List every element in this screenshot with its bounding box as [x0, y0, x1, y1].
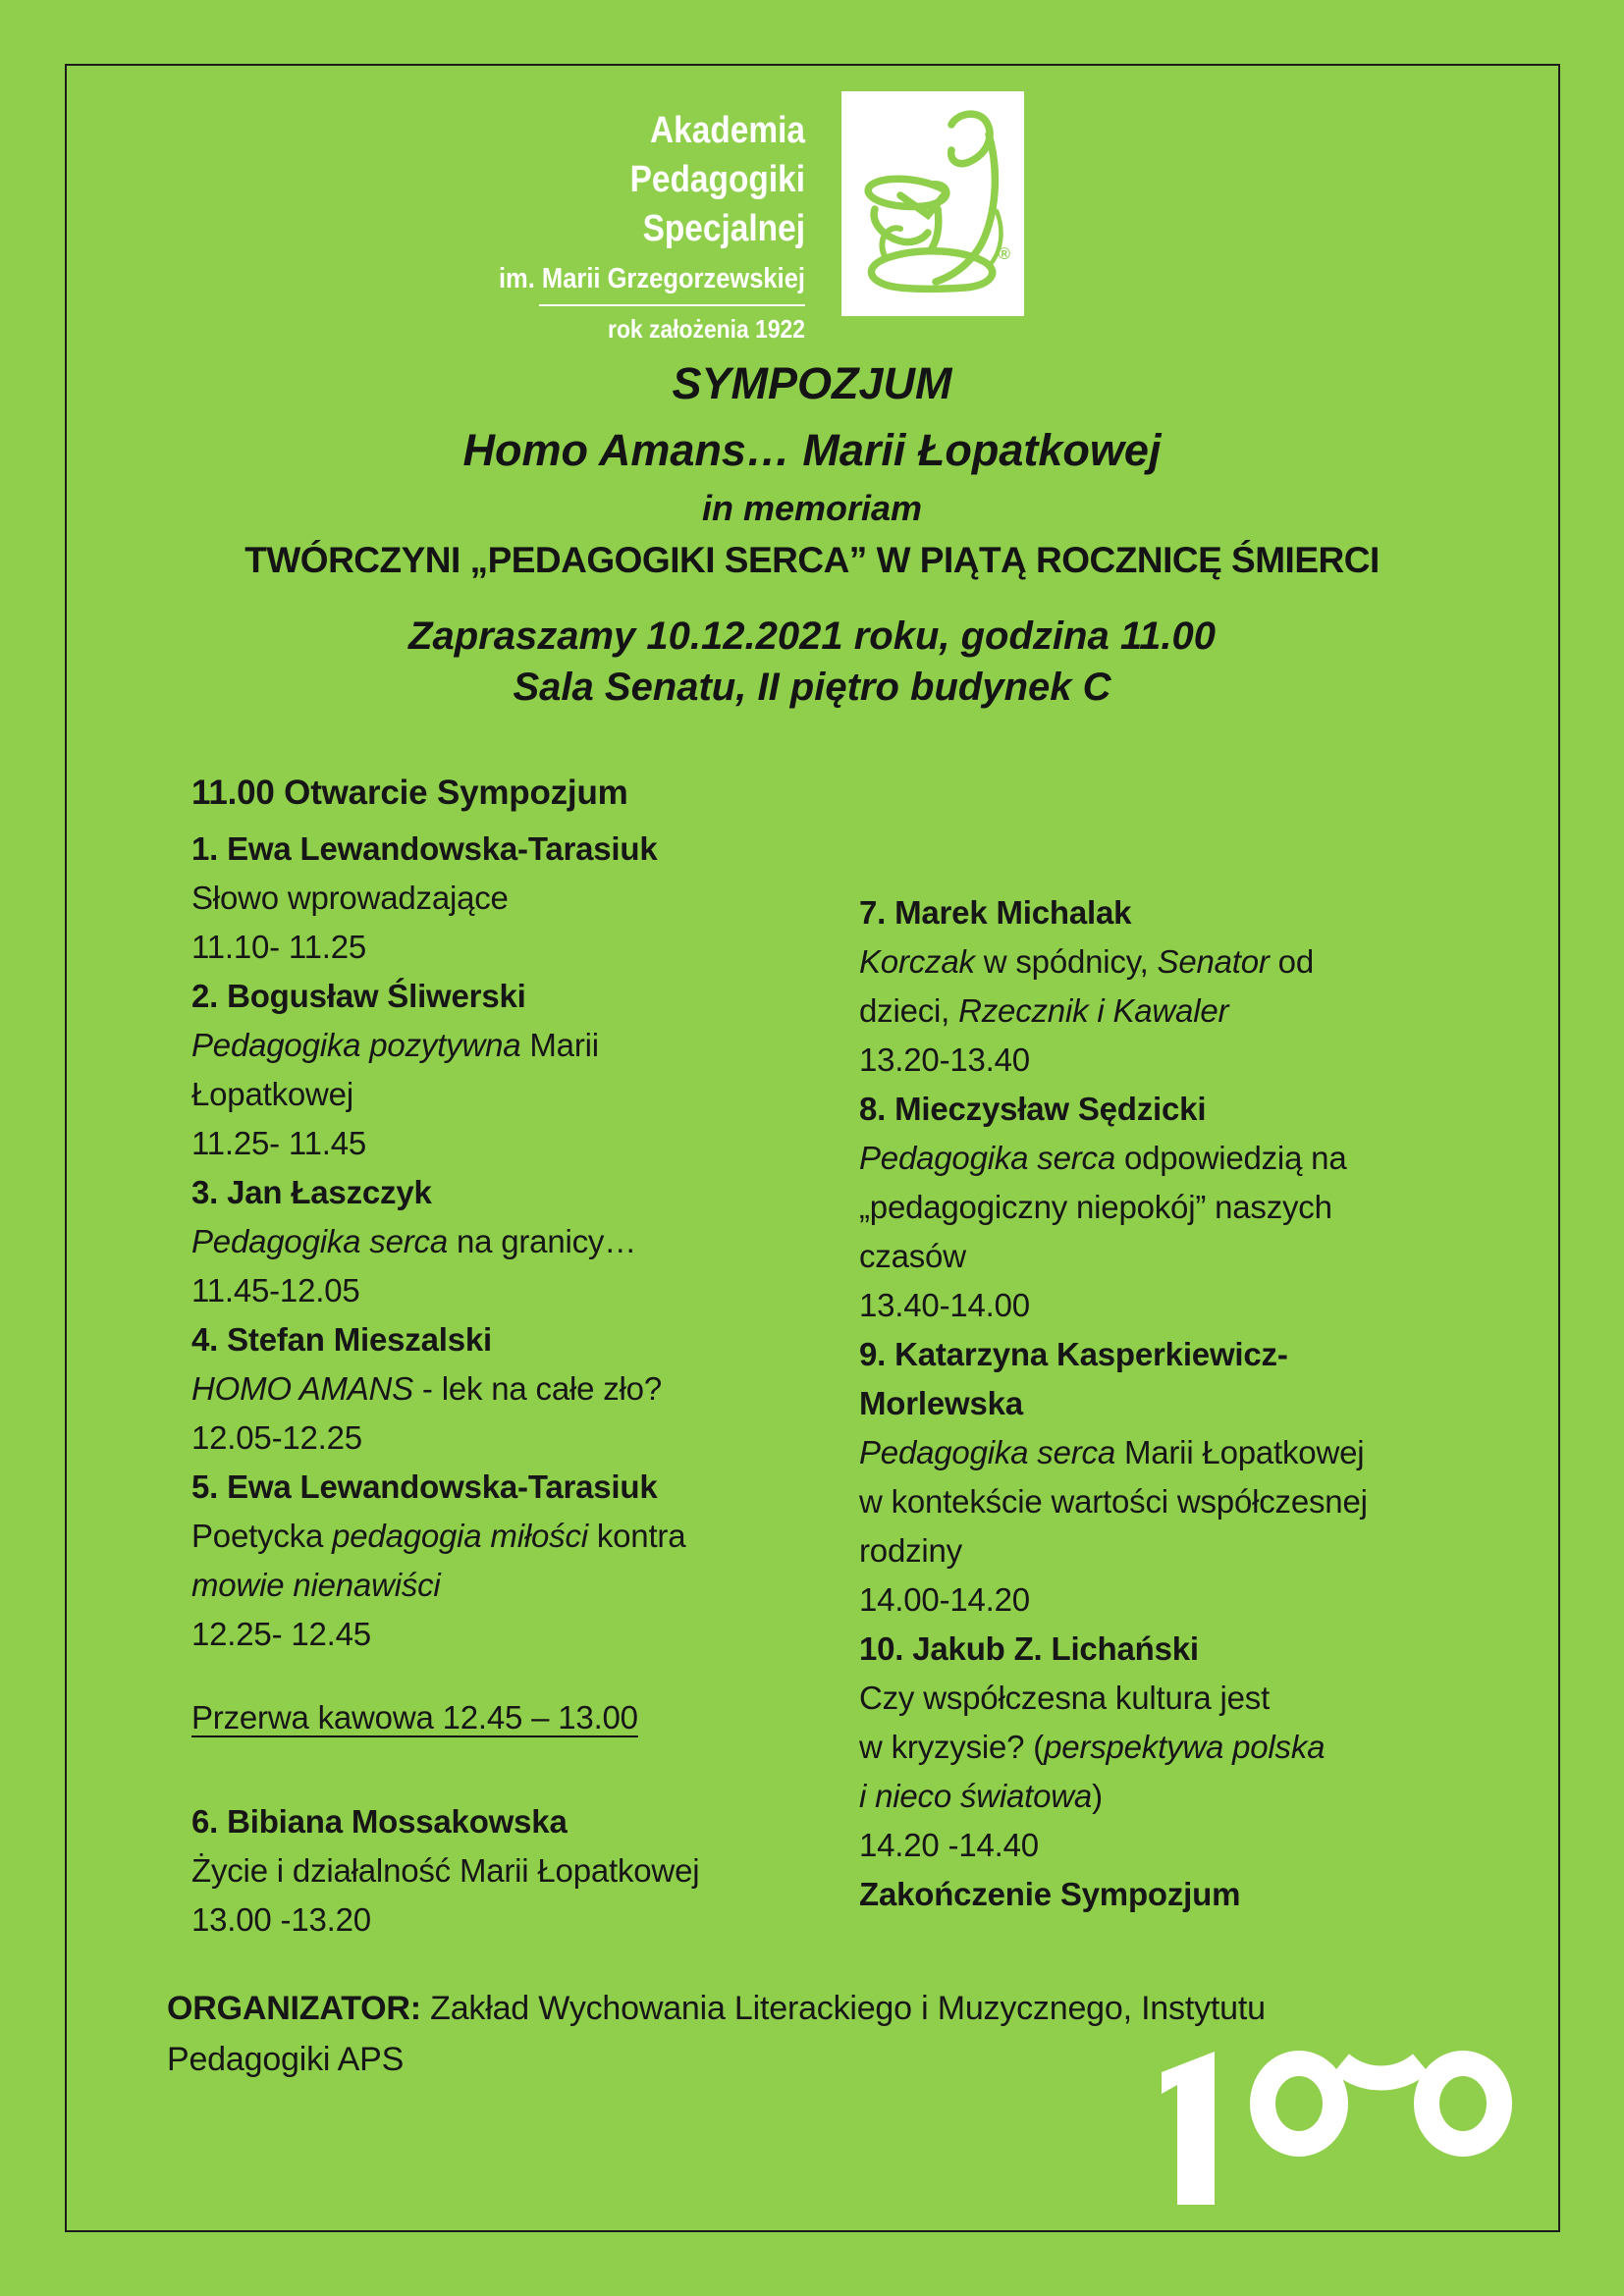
organizer-label: ORGANIZATOR:	[167, 1990, 421, 2027]
talk-time: 12.05-12.25	[191, 1419, 362, 1456]
centenary-100-logo	[1159, 2040, 1532, 2216]
dedication-line: TWÓRCZYNI „PEDAGOGIKI SERCA” W PIĄTĄ ROCZNICĘ ŚMIERCI	[244, 540, 1380, 580]
talk-title-line: Pedagogika serca na granicy…	[191, 1223, 637, 1259]
invitation-place-line: Sala Senatu, II piętro budynek C	[513, 666, 1111, 709]
speaker-name: 7. Marek Michalak	[859, 894, 1132, 931]
program-right-column	[859, 888, 1507, 1919]
registered-mark-icon: ®	[998, 244, 1010, 263]
talk-title-line: Łopatkowej	[191, 1076, 353, 1112]
university-patron: im. Marii Grzegorzewskiej	[498, 263, 805, 294]
speaker-name: 8. Mieczysław Sędzicki	[859, 1091, 1207, 1127]
talk-time: 12.25- 12.45	[191, 1616, 371, 1652]
digit-1	[1162, 2052, 1215, 2205]
talk-title-line: Pedagogika serca odpowiedzią na	[859, 1140, 1347, 1176]
university-name-line: Pedagogiki	[629, 159, 805, 200]
memoriam-line: in memoriam	[701, 488, 923, 528]
talk-title-line: Życie i działalność Marii Łopatkowej	[191, 1852, 700, 1889]
talk-time: 13.40-14.00	[859, 1287, 1030, 1323]
talk-time: 13.00 -13.20	[191, 1901, 371, 1938]
talk-time: 11.25- 11.45	[191, 1125, 367, 1161]
talk-title-line: rodziny	[859, 1532, 962, 1569]
speaker-name: 10. Jakub Z. Lichański	[859, 1630, 1199, 1667]
university-name-line: Akademia	[649, 110, 805, 151]
glasses-right-lens	[1427, 2063, 1499, 2144]
speaker-name: 9. Katarzyna Kasperkiewicz-	[859, 1336, 1288, 1372]
speaker-name: 3. Jan Łaszczyk	[191, 1174, 432, 1210]
speaker-name: Morlewska	[859, 1385, 1023, 1421]
talk-title-line: Czy współczesna kultura jest	[859, 1680, 1271, 1716]
invitation-date-line: Zapraszamy 10.12.2021 roku, godzina 11.00	[408, 614, 1216, 658]
talk-title-line: mowie nienawiści	[191, 1567, 441, 1603]
university-logo	[841, 91, 1024, 316]
symposium-subtitle: Homo Amans… Marii Łopatkowej	[462, 425, 1162, 475]
talk-title-line: Pedagogika serca Marii Łopatkowej	[859, 1434, 1365, 1470]
glasses-left-lens	[1263, 2063, 1335, 2144]
program-left-column	[191, 825, 839, 1945]
university-founded: rok założenia 1922	[608, 314, 805, 344]
aps-figure-icon	[841, 91, 1024, 316]
university-name-line: Specjalnej	[642, 208, 805, 249]
talk-title-line: Korczak w spódnicy, Senator od	[859, 943, 1314, 980]
speaker-name: 1. Ewa Lewandowska-Tarasiuk	[191, 830, 658, 867]
program-opening-line: 11.00 Otwarcie Sympozjum	[191, 774, 628, 812]
talk-title-line: HOMO AMANS - lek na całe zło?	[191, 1370, 662, 1407]
symposium-title: SYMPOZJUM	[672, 358, 952, 408]
talk-title-line: Poetycka pedagogia miłości kontra	[191, 1518, 686, 1554]
talk-time: 11.45-12.05	[191, 1272, 360, 1308]
talk-time: 13.20-13.40	[859, 1041, 1030, 1078]
closing-line: Zakończenie Sympozjum	[859, 1876, 1241, 1912]
talk-title-line: w kryzysie? (perspektywa polska	[859, 1729, 1326, 1765]
talk-title-line: dzieci, Rzecznik i Kawaler	[859, 992, 1229, 1029]
speaker-name: 4. Stefan Mieszalski	[191, 1321, 492, 1358]
coffee-break-line: Przerwa kawowa 12.45 – 13.00	[191, 1699, 638, 1735]
glasses-bridge	[1341, 2063, 1421, 2078]
brand-divider	[539, 304, 805, 306]
centenary-glasses-icon	[1159, 2040, 1532, 2212]
talk-title-line: Pedagogika pozytywna Marii	[191, 1027, 599, 1063]
speaker-name: 5. Ewa Lewandowska-Tarasiuk	[191, 1468, 658, 1505]
speaker-name: 2. Bogusław Śliwerski	[191, 978, 526, 1014]
organizer-text: Zakład Wychowania Literackiego i Muzycznego, Instytutu Pedagogiki APS	[167, 1990, 1266, 2078]
talk-time: 11.10- 11.25	[191, 929, 367, 965]
talk-title-line: „pedagogiczny niepokój” naszych	[859, 1189, 1332, 1225]
talk-title-line: Słowo wprowadzające	[191, 880, 509, 916]
talk-title-line: w kontekście wartości współczesnej	[859, 1483, 1368, 1520]
title-block	[66, 355, 1558, 713]
talk-title-line: i nieco światowa)	[859, 1778, 1103, 1814]
speaker-name: 6. Bibiana Mossakowska	[191, 1803, 568, 1840]
talk-time: 14.20 -14.40	[859, 1827, 1039, 1863]
talk-title-line: czasów	[859, 1238, 966, 1274]
talk-time: 14.00-14.20	[859, 1581, 1030, 1618]
university-name-block	[442, 106, 805, 344]
